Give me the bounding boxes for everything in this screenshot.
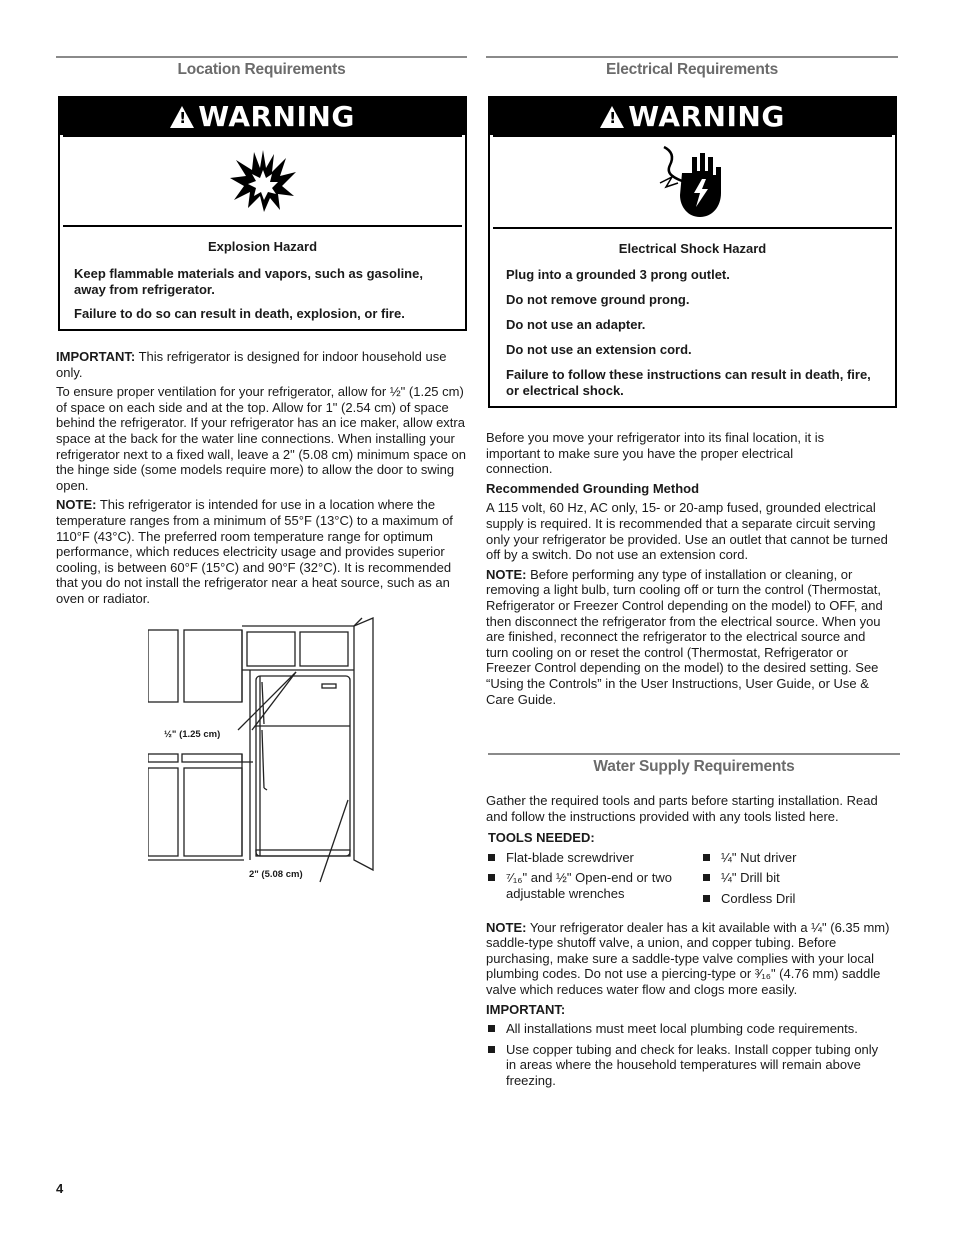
warning-line: Do not use an adapter. [506,317,646,332]
warning-label: WARNING [198,100,355,133]
refrigerator-clearance-diagram [148,612,378,884]
warning-header [60,98,465,135]
tools-left-column [486,850,701,912]
electrical-shock-icon [658,143,728,221]
water-rule [488,753,900,755]
water-text [486,793,898,1094]
grounding-heading: Recommended Grounding Method [486,480,700,496]
left-top-rule [56,56,467,58]
diagram-label-half-inch: ½" (1.25 cm) [164,729,221,740]
important-item: Use copper tubing and check for leaks. Install copper tubing only in areas where the household temperatures will remain above freezing. [486,1042,898,1089]
hazard-title: Explosion Hazard [207,239,318,254]
location-requirements-title: Location Requirements [177,61,346,78]
tool-item: ⁷⁄₁₆" and ½" Open-end or two adjustable wrenches [486,870,676,901]
tool-item: ¼" Drill bit [701,870,891,886]
tool-item: Flat-blade screwdriver [486,850,701,866]
warning-label: WARNING [628,100,785,133]
grounding-paragraph: A 115 volt, 60 Hz, AC only, 15- or 20-amp fused, grounded electrical supply is required. It is recommended that a separate circuit serving only your refrigerator be provided. Use an outlet that cannot be turned off by a switch. Do not use an extension cord. [486,500,888,563]
important-item: All installations must meet local plumbing code requirements. [486,1021,898,1037]
electrical-requirements-title: Electrical Requirements [605,61,778,78]
warning-line: Failure to follow these instructions can result in death, fire, or electrical shock. [506,367,871,398]
electrical-text [486,430,888,711]
warning-triangle-icon [170,106,194,128]
location-text [56,349,468,611]
warning-line: Plug into a grounded 3 prong outlet. [506,267,730,282]
warning-line: Do not remove ground prong. [506,292,690,307]
tool-item: Cordless Dril [701,891,891,907]
diagram-label-two-inch: 2" (5.08 cm) [249,869,303,880]
ventilation-paragraph: To ensure proper ventilation for your refrigerator, allow for ½" (1.25 cm) of space on each side and at the top. Allow for 1" (2.54 cm) of space behind the refrigerator. If your refrigerator has an ice maker, allow extra space at the back for the water line connections. When installing your refrigerator next to a fixed wall, leave a 2" (5.08 cm) minimum space on the hinge side (some models require more) to allow the door to swing open. [56,384,466,493]
warning-line: Failure to do so can result in death, explosion, or fire. [74,306,405,321]
warning-triangle-icon [600,106,624,128]
right-top-rule [486,56,898,58]
explosion-icon-panel [63,135,462,227]
important-paragraph: IMPORTANT: This refrigerator is designed for indoor household use only. [56,349,447,380]
water-supply-title: Water Supply Requirements [593,758,795,775]
hazard-title: Electrical Shock Hazard [618,241,767,256]
tools-right-column [701,850,891,912]
important-heading: IMPORTANT: [486,1001,566,1017]
explosion-warning-body [60,239,465,322]
tool-item: ¼" Nut driver [701,850,891,866]
warning-header [490,98,895,135]
tools-list [486,850,898,912]
warning-line: Do not use an extension cord. [506,342,692,357]
electrical-warning-body [490,241,895,399]
warning-line: Keep flammable materials and vapors, such as gasoline, away from refrigerator. [74,266,423,297]
kit-note-paragraph: NOTE: Your refrigerator dealer has a kit available with a ¼" (6.35 mm) saddle-type shutoff valve, a union, and copper tubing. Before purchasing, make sure a saddle-type valve complies with your local plumbing codes. Do not use a piercing-type or ³⁄₁₆" (4.76 mm) saddle valve which reduces water flow and clogs more easily. [486,919,890,997]
electrical-intro: Before you move your refrigerator into its final location, it is important to make sure you have the proper electrical connection. [486,430,825,477]
explosion-icon [228,148,298,214]
tools-heading: TOOLS NEEDED: [488,830,595,846]
electrical-note-paragraph: NOTE: Before performing any type of installation or cleaning, or removing a light bulb, turn cooling off or turn the control (Thermostat, Refrigerator or Freezer Control depending on the model) to OFF, and then disconnect the refrigerator from the electrical source. When you are finished, reconnect the refrigerator to the electrical source and turn cooling on or reset the control (Thermostat, Refrigerator or Freezer Control depending on the model) to the desired setting. See “Using the Controls” in the User Instructions, User Guide, or Use & Care Guide. [486,566,883,707]
electrical-shock-icon-panel [493,135,892,229]
temperature-note-paragraph: NOTE: This refrigerator is intended for use in a location where the temperature ranges from a minimum of 55°F (13°C) to a maximum of 110°F (43°C). The preferred room temperature range for optimum performance, which reduces electricity usage and provides superior cooling, is between 60°F (15°C) and 90°F (32°C). It is recommended that you do not install the refrigerator near a heat source, such as an oven or radiator. [56,497,453,606]
water-intro: Gather the required tools and parts before starting installation. Read and follow the instructions provided with any tools listed here. [486,793,878,824]
page-number: 4 [56,1181,64,1196]
explosion-warning-box [58,96,467,331]
electrical-warning-box [488,96,897,408]
